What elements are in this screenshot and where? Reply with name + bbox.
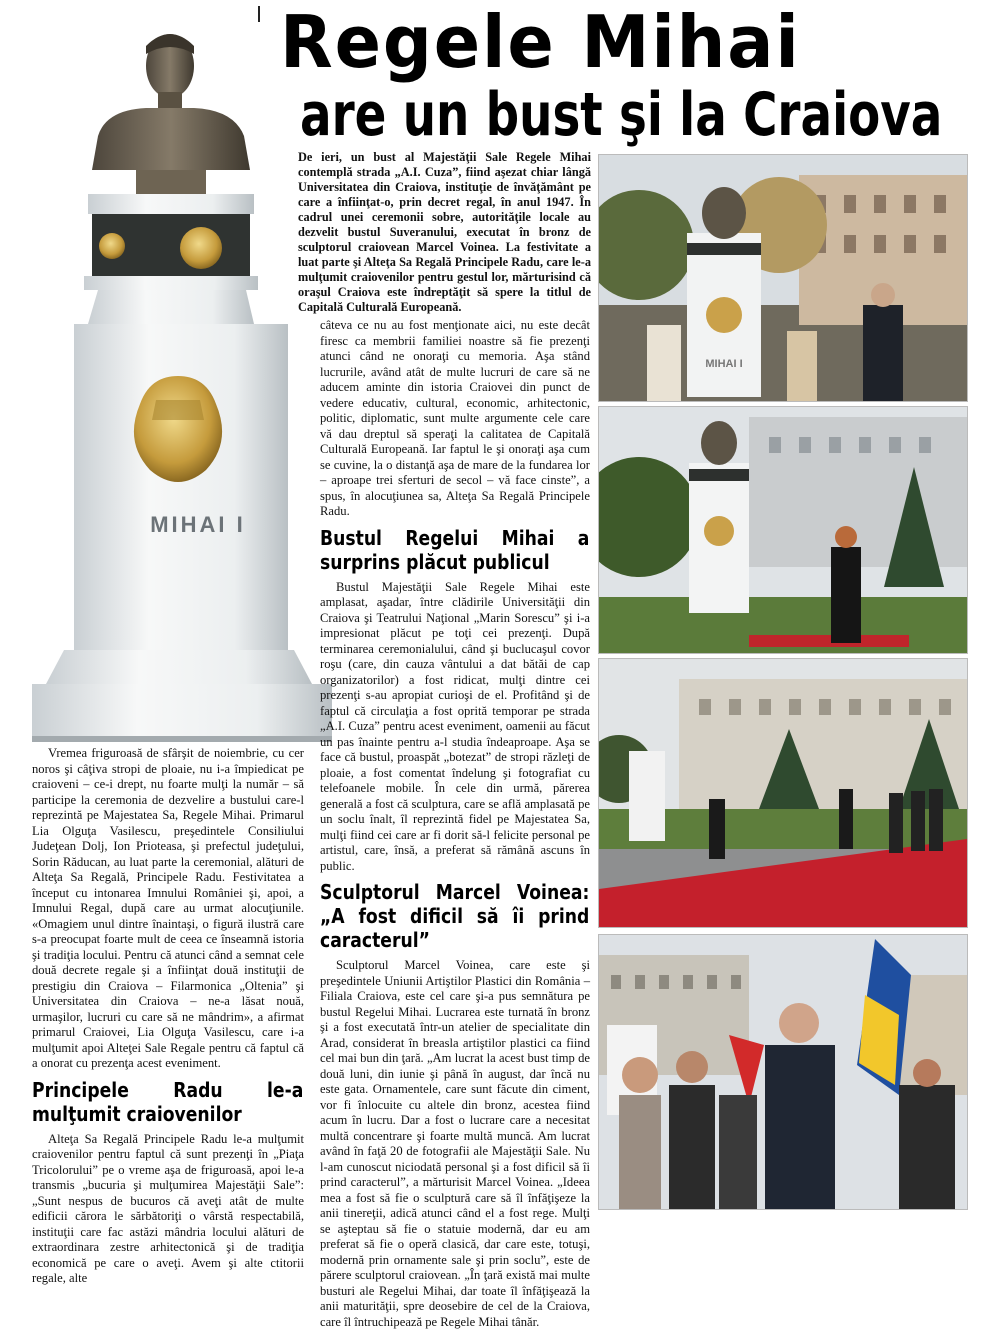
col1-paragraph-1: Vremea friguroasă de sfârşit de noiembrie, cu cer noros şi câţiva stropi de ploaie, nu i-a împiedicat pe craioveni – ce-i drept, nu foarte mulţi la număr – să participe la ceremonia de dezvelire a bustului care-l reprezintă pe Majestatea Sa, Regele Mihai. Primarul Lia Olguţa Vasilescu, preşedintele Consiliului Judeţean Dolj, Ion Prioteasa, şi prefectul judeţului, Sorin Răducan, au luat parte la ceremonial, alături de Alteţa Sa Regală, Principele Radu. Festivitatea a început cu intonarea Imnului României şi, apoi, a Imnului Regal, după care au urmat alocuţiunile. «Omagiem unul dintre înaintaşi, o figură ilustră care s-a preocupat foarte mult de ceea ce înseamnă istoria şi tradiţia locului. Pentru că atunci când a semnat cele două decrete regale şi a înfiinţat două instituţii de prestigiu din Craiova – Filarmonica „Oltenia” şi Universitatea din Craiova – ne-a lăsat nouă, urmaşilor, lucruri cu care să ne mândrim», a afirmat primarul Craiovei, Lia Olguţa Vasilescu, care i-a mulţumit apoi Alteţei Sale Regale pentru că faptul că a onorat cu prezenţa acest eveniment. — [32, 746, 304, 1070]
photo-ceremony-3 — [598, 658, 968, 928]
article-column-1 — [32, 746, 304, 1287]
photo-ceremony-2 — [598, 406, 968, 654]
lead-paragraph: De ieri, un bust al Majestăţii Sale Regele Mihai contemplă strada „A.I. Cuza”, fiind aşezat chiar lângă Universitatea din Craiova, instituţie de învăţământ pe care a înfiinţat-o, prin decret regal, în anul 1947. În cadrul unei ceremonii sobre, autorităţile locale au dezvelit bustul Suveranului, executat în bronz de sculptorul craiovean Marcel Voinea. La festivitate a luat parte şi Alteţa Sa Regală Principele Radu, care le-a mulţumit craiovenilor pentru gestul lor, mărturisind că oraşul Craiova este îndreptăţit să spere la titlul de Capitală Culturală Europeană. — [298, 150, 591, 314]
statue-inscription: MIHAI I — [150, 512, 246, 537]
photo-prince-radu-handshake — [598, 934, 968, 1210]
subhead-principele-radu: Principele Radu le-a mulţumit craiovenilor — [32, 1077, 304, 1126]
photo-1-plinth-text: MIHAI I — [705, 358, 743, 370]
subhead-bustul: Bustul Regelui Mihai a surprins plăcut publicul — [320, 525, 590, 574]
title-accent-bar — [258, 6, 260, 22]
headline-line1: Regele Mihai — [280, 0, 801, 84]
col2-paragraph-3: Sculptorul Marcel Voinea, care este şi preşedintele Uniunii Artiştilor Plastici din România – Filiala Craiova, este cel care şi-a pus semnătura pe bustul Regelui Mihai. Lucrarea este turnată în bronz şi a fost executată într-un atelier de specialitate din Arad, considerat în breasla artiştilor plastici ca fiind cel mai bun din ţară. „Am lucrat la acest bust timp de două luni, din iunie şi până în august, dar încă nu este gata. Ornamentele, care sunt făcute din ciment, vor fi înlocuite cu altele din bronz, acestea fiind acum în lucru. Dar a fost o lucrare care a necesitat multă concentrare şi foarte multă muncă. Am lucrat având în faţă 20 de fotografii ale Majestăţii Sale. Nu l-am cunoscut niciodată personal şi a fost dificil să îi prind caracterul”, a mărturisit Marcel Voinea. „Ideea mea a fost să fie o sculptură care să îl înfăţişeze la anii tinereţii, adică atunci când el a fost rege. Mulţi se aşteptau să fie o statuie modernă, dar eu am preferat să fie o operă clasică, dar care este, totuşi, modernă prin ornamente sale şi prin soclu”, este de părere sculptorul craiovean. „În ţară există mai multe busturi ale Regelui Mihai, dar toate îl înfăţişează la anii maturităţii, spre deosebire de cel de la Craiova, care îl întruchipează pe Regele Mihai tânăr. — [320, 958, 590, 1329]
subhead-sculptorul: Sculptorul Marcel Voinea: „A fost dificil să îi prind caracterul” — [320, 880, 590, 952]
headline-line2: are un bust şi la Craiova — [300, 80, 943, 150]
col2-paragraph-2: Bustul Majestăţii Sale Regele Mihai este amplasat, aşadar, între clădirile Universităţii din Craiova şi Teatrului Naţional „Marin Sorescu” şi i-a impresionat plăcut pe toţi cei prezenţi. După terminarea ceremonialului, când şi buclucaşul covor roşu (care, din cauza vântului a dat bătăi de cap organizatorilor) a fost ridicat, mulţi dintre cei prezenţi s-au apropiat curioşi de el. Profitând şi de faptul că circulaţia a fost oprită temporar pe strada „A.I. Cuza” pentru acest eveniment, oamenii au făcut un pas înainte pentru a-l studia îndeaproape. Aşa se face că bustul, proaspăt „botezat” de stropi răzleţi de ploaie, a fost comentat îndelung şi fotografiat cu telefoanele mobile. În cele din urmă, părerea generală a fost că sculptura, care se află amplasată pe un soclu înalt, îl reprezintă fidel pe Majestatea Sa, mulţi fiind cei care ar fi dorit să-l felicite personal pe artistul, care, însă, a preferat să rămână ascuns în public. — [320, 579, 590, 873]
photo-ceremony-1 — [598, 154, 968, 402]
col2-paragraph-1: câteva ce nu au fost menţionate aici, nu este decât firesc ca membrii familiei noastre să fie prezenţi atunci când ne onoraţi cu memoria. Aşa stând lucrurile, având atât de multe lucruri de care să ne aducem aminte din istoria Craiovei din punct de vedere educativ, cultural, economic, arhitectonic, politic, diplomatic, sunt multe argumente cele care vă dau dreptul să speraţi la calitatea de Capitală Culturală Europeană. Iar faptul le şi onoraţi aşa cum se cuvine, la o distanţă aşa de mare de la fundarea lor – aproape trei sferturi de secol – vă face cinste”, a spus, în alocuţiunea sa, Alteţa Sa Regală Principele Radu. — [320, 318, 590, 518]
article-column-2 — [320, 318, 590, 1330]
col1-paragraph-2: Alteţa Sa Regală Principele Radu le-a mulţumit craiovenilor pentru faptul că sunt prezenţi în „Piaţa Tricolorului” pe o vreme aşa de friguroasă, apoi le-a transmis „bucuria şi mulţumirea Majestăţii Sale”: „Sunt nespus de bucuros că aveţi atât de multe edificii cărora le sărbătoriţi o vârstă respectabilă, instituţii care fac astăzi mândria locului alături de extraordinara zestre arhitectonică şi de tradiţia economică pe care o aveţi. Avem şi alte ctitorii regale, alte — [32, 1131, 304, 1285]
